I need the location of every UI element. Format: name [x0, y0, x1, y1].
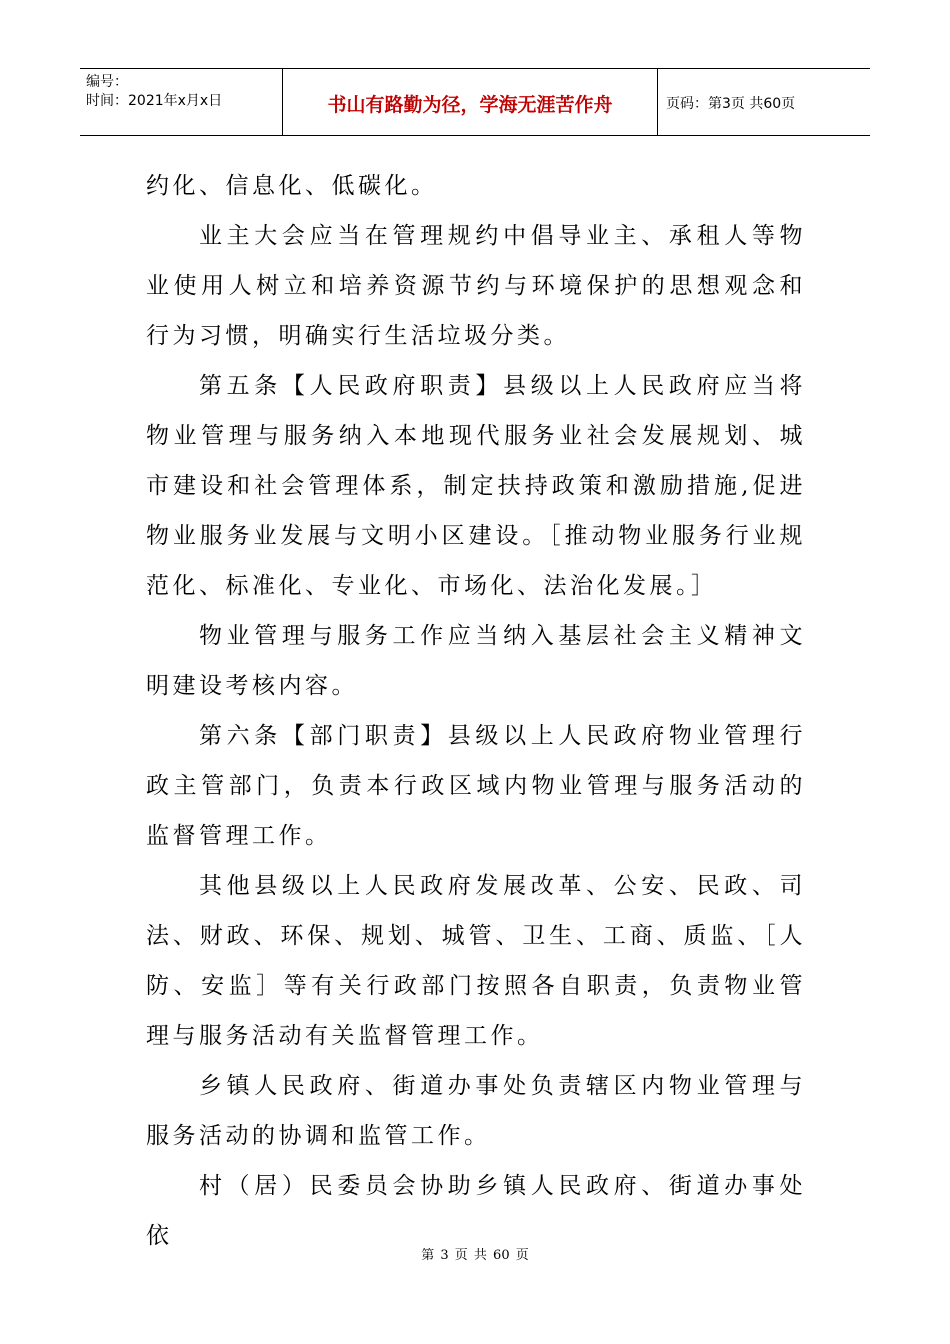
body-paragraph: 村（居）民委员会协助乡镇人民政府、街道办事处依	[146, 1173, 806, 1249]
body-paragraph-article-5: 第五条【人民政府职责】县级以上人民政府应当将物业管理与服务纳入本地现代服务业社会发展规划、城市建设和社会管理体系，制定扶持政策和激励措施,促进物业服务业发展与文明小区建设。［推动物业服务行业规范化、标准化、专业化、市场化、法治化发展。］	[146, 373, 806, 599]
document-time-label: 时间：2021年x月x日	[86, 93, 223, 109]
body-paragraph: 物业管理与服务工作应当纳入基层社会主义精神文明建设考核内容。	[146, 623, 806, 699]
body-paragraph: 业主大会应当在管理规约中倡导业主、承租人等物业使用人树立和培养资源节约与环境保护的思想观念和行为习惯，明确实行生活垃圾分类。	[146, 223, 806, 349]
header-page-cell	[658, 69, 870, 135]
header-meta-cell	[80, 69, 283, 135]
header-page-info: 页码：第3页 共60页	[666, 96, 796, 112]
page-header	[80, 68, 870, 136]
body-paragraph: 其他县级以上人民政府发展改革、公安、民政、司法、财政、环保、规划、城管、卫生、工商、质监、［人防、安监］等有关行政部门按照各自职责，负责物业管理与服务活动有关监督管理工作。	[146, 873, 806, 1049]
page-footer: 第 3 页 共 60 页	[421, 1248, 529, 1263]
body-paragraph-continuation: 约化、信息化、低碳化。	[146, 173, 438, 199]
document-body	[146, 161, 806, 1261]
body-paragraph-article-6: 第六条【部门职责】县级以上人民政府物业管理行政主管部门，负责本行政区域内物业管理与服务活动的监督管理工作。	[146, 723, 806, 849]
header-slogan-cell	[283, 69, 658, 135]
body-paragraph: 乡镇人民政府、街道办事处负责辖区内物业管理与服务活动的协调和监管工作。	[146, 1073, 806, 1149]
header-slogan: 书山有路勤为径，学海无涯苦作舟	[327, 94, 613, 116]
document-number-label: 编号：	[86, 74, 128, 90]
